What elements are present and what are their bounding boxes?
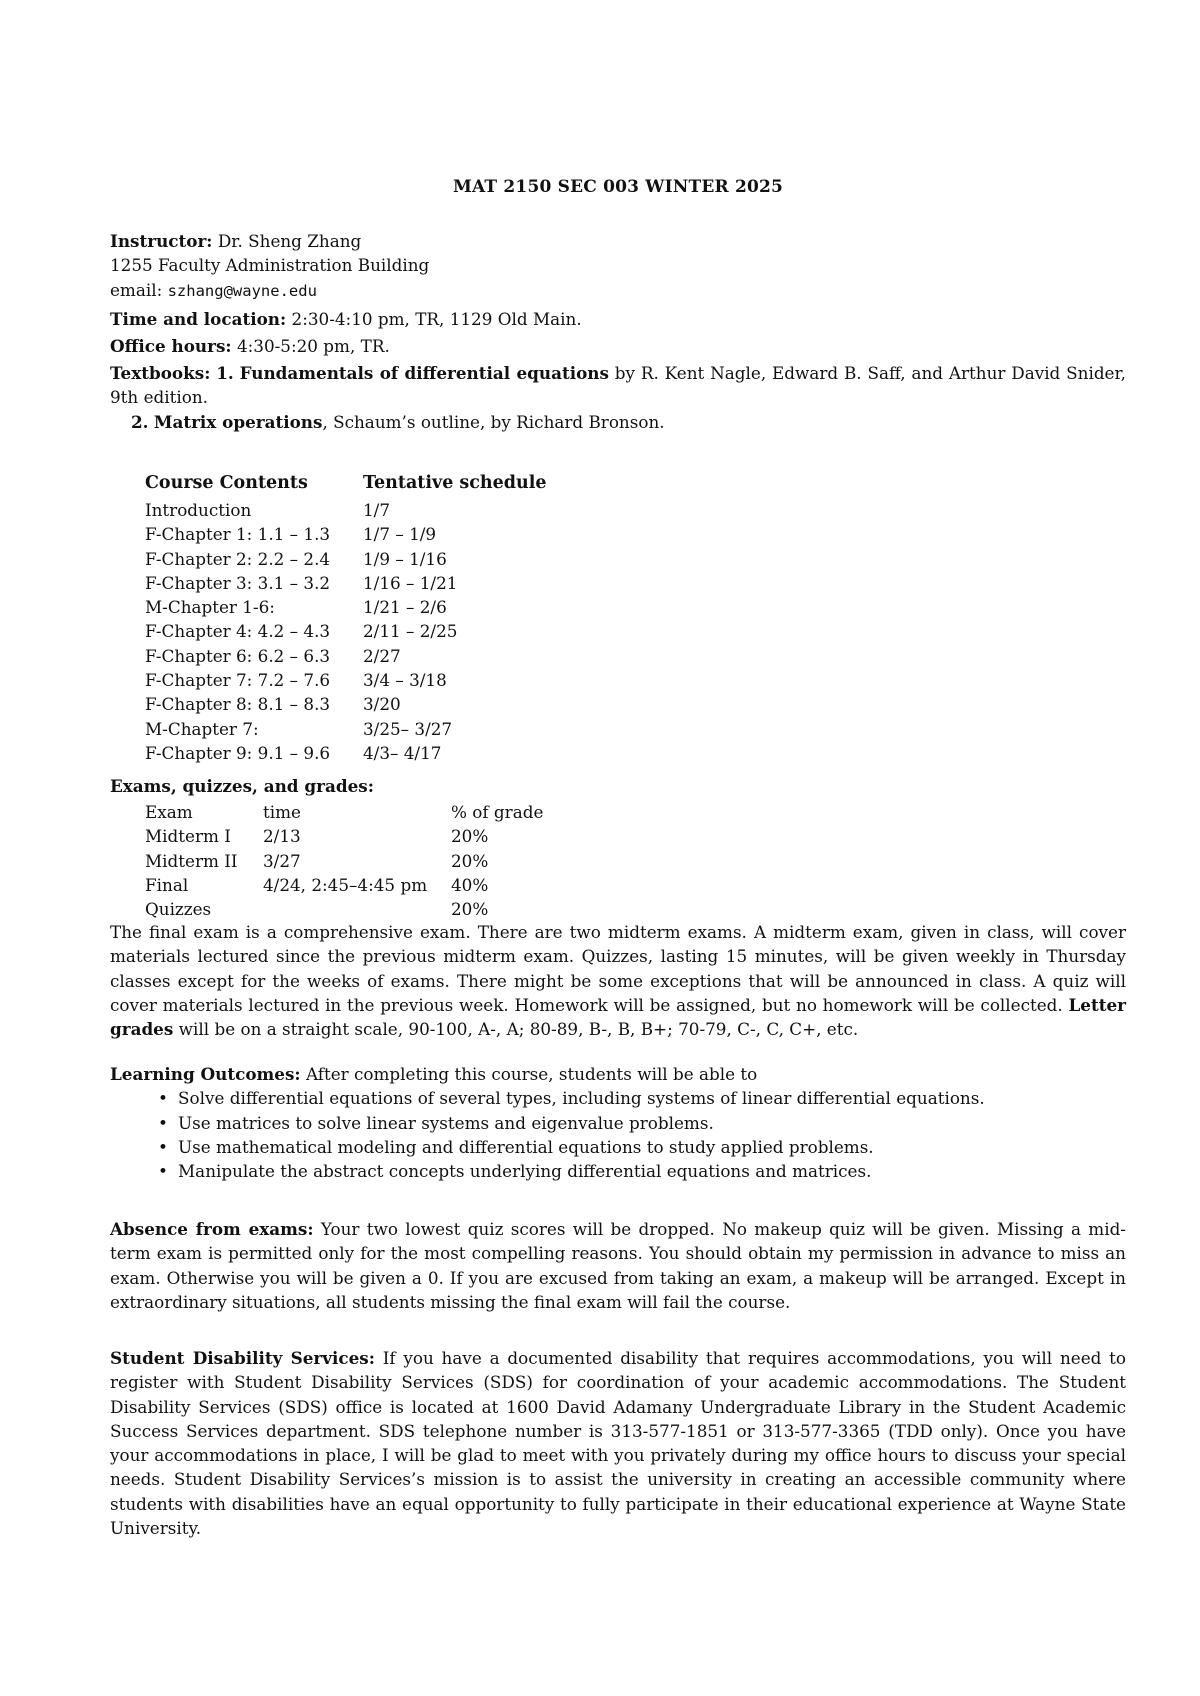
exam-time-cell: 2/13 (263, 826, 301, 847)
exam-grade-cell: 40% (451, 874, 489, 895)
textbook-1-details: by R. Kent Nagle, Edward B. Saff, and Arthur David Snider, 9th edition. (110, 363, 1127, 408)
bullet-icon: • (158, 1161, 168, 1182)
disability-text: If you have a documented disability that requires accommodations, you will need to register with Student Disability Services (SDS) for coordination of your academic accommodations. The Student Disability Services (SDS) office is located at 1600 David Adamany Undergraduate Library in the Student Academic Success Services department. SDS telephone number is 313-577-1851 or 313-577-3365 (TDD only). Once you have your accommodations in place, I will be glad to meet with you privately during my office hours to discuss your special needs. Student Disability Services’s mission is to assist the university in creating an accessible community where students with disabilities have an equal opportunity to fully participate in their educational experience at Wayne State University. (110, 1348, 1126, 1539)
learning-outcome-text: Use mathematical modeling and differential equations to study applied problems. (178, 1136, 874, 1157)
exam-policy-text: The final exam is a comprehensive exam. There are two midterm exams. A midterm exam, given in class, will cover materials lectured since the previous midterm exam. Quizzes, lasting 15 minutes, will be given weekly in Thursday classes except for the weeks of exams. There might be some exceptions that will be announced in class. A quiz will cover materials lectured in the previous week. Homework will be assigned, but no homework will be collected. (110, 922, 1126, 1015)
schedule-row (145, 522, 547, 546)
schedule-date-cell: 4/3– 4/17 (363, 742, 442, 763)
time-location-value: 2:30-4:10 pm, TR, 1129 Old Main. (291, 309, 582, 329)
exam-time-cell: 3/27 (263, 850, 301, 871)
exams-header-row (145, 800, 543, 824)
schedule-row (145, 644, 547, 668)
textbook-1 (110, 361, 1126, 410)
schedule-date-cell: 1/9 – 1/16 (363, 548, 447, 569)
schedule-row (145, 619, 547, 643)
learning-outcome-item (158, 1159, 1126, 1183)
exams-heading: Exams, quizzes, and grades: (110, 776, 374, 796)
exams-header-grade: % of grade (451, 802, 544, 822)
email-link[interactable]: szhang@wayne.edu (167, 281, 317, 300)
schedule-contents-cell: F-Chapter 4: 4.2 – 4.3 (145, 621, 331, 642)
textbook-1-number: 1. (216, 363, 234, 383)
textbook-2-number: 2. (131, 411, 149, 432)
absence-text: Your two lowest quiz scores will be dropped. No makeup quiz will be given. Missing a mid-term exam is permitted only for the most compelling reasons. You should obtain my permission in advance to miss an exam. Otherwise you will be given a 0. If you are excused from taking an exam, a makeup will be arranged. Except in extraordinary situations, all students missing the final exam will fail the course. (110, 1219, 1126, 1312)
schedule-row (145, 571, 547, 595)
schedule-header-contents: Course Contents (145, 473, 308, 493)
schedule-contents-cell: F-Chapter 9: 9.1 – 9.6 (145, 742, 331, 763)
textbook-2 (110, 410, 1126, 434)
schedule-contents-cell: F-Chapter 1: 1.1 – 1.3 (145, 524, 331, 545)
learning-outcome-item (158, 1135, 1126, 1159)
schedule-date-cell: 1/7 – 1/9 (363, 524, 437, 545)
email-label: email: (110, 279, 163, 300)
office-hours (110, 334, 1126, 358)
schedule-date-cell: 3/20 (363, 694, 401, 715)
textbook-1-title: Fundamentals of differential equations (239, 363, 609, 383)
exams-row (145, 897, 543, 921)
exam-name-cell: Quizzes (145, 899, 212, 920)
disability-paragraph (110, 1346, 1126, 1540)
time-location-label: Time and location: (110, 309, 287, 329)
office-hours-value: 4:30-5:20 pm, TR. (236, 336, 390, 356)
schedule-date-cell: 2/27 (363, 645, 401, 666)
schedule-row (145, 595, 547, 619)
bullet-icon: • (158, 1136, 168, 1157)
exams-row (145, 849, 543, 873)
schedule-row (145, 717, 547, 741)
schedule-contents-cell: F-Chapter 2: 2.2 – 2.4 (145, 548, 331, 569)
exams-header-time: time (263, 802, 301, 822)
exams-body (145, 824, 543, 921)
schedule-row (145, 547, 547, 571)
learning-outcome-item (158, 1086, 1126, 1110)
instructor-line (110, 229, 1126, 253)
absence-section (110, 1217, 1126, 1314)
exam-name-cell: Midterm I (145, 826, 231, 847)
schedule-date-cell: 3/4 – 3/18 (363, 670, 447, 691)
instructor-block (110, 229, 1126, 303)
instructor-label: Instructor: (110, 231, 213, 251)
schedule-date-cell: 2/11 – 2/25 (363, 621, 458, 642)
absence-paragraph (110, 1217, 1126, 1314)
learning-outcomes-list (110, 1086, 1126, 1183)
textbooks (110, 361, 1126, 434)
instructor-email-line (110, 278, 1126, 303)
schedule-contents-cell: M-Chapter 1-6: (145, 597, 275, 618)
textbooks-label: Textbooks: (110, 363, 211, 383)
exam-grade-cell: 20% (451, 826, 489, 847)
exam-grade-cell: 20% (451, 899, 489, 920)
schedule-header-dates: Tentative schedule (363, 473, 547, 493)
schedule-contents-cell: F-Chapter 3: 3.1 – 3.2 (145, 572, 331, 593)
exams-header-exam: Exam (145, 802, 193, 822)
learning-outcomes-intro (110, 1062, 1126, 1086)
learning-outcomes-text: After completing this course, students will be able to (305, 1064, 758, 1084)
schedule-row (145, 741, 547, 765)
exam-time-cell: 4/24, 2:45–4:45 pm (263, 874, 428, 895)
schedule-table (145, 471, 547, 765)
time-location (110, 307, 1126, 331)
letter-grades-label: Letter grades (110, 994, 1126, 1040)
learning-outcomes-label: Learning Outcomes: (110, 1064, 301, 1084)
textbook-2-title: Matrix operations (153, 411, 323, 432)
exams-row (145, 873, 543, 897)
schedule-date-cell: 1/16 – 1/21 (363, 572, 458, 593)
letter-grades-text: will be on a straight scale, 90-100, A-, A; 80-89, B-, B, B+; 70-79, C-, C, C+, etc. (178, 1019, 859, 1040)
schedule-contents-cell: F-Chapter 7: 7.2 – 7.6 (145, 670, 331, 691)
exams-row (145, 824, 543, 848)
disability-label: Student Disability Services: (110, 1348, 375, 1368)
schedule-contents-cell: Introduction (145, 500, 252, 520)
schedule-date-cell: 1/7 (363, 500, 391, 520)
schedule-contents-cell: F-Chapter 8: 8.1 – 8.3 (145, 694, 331, 715)
absence-label: Absence from exams: (110, 1219, 314, 1239)
grading-policy (110, 920, 1126, 1041)
textbook-2-details: , Schaum’s outline, by Richard Bronson. (322, 411, 665, 432)
bullet-icon: • (158, 1088, 168, 1109)
schedule-row (145, 498, 547, 522)
schedule-body (145, 498, 547, 765)
exams-table (145, 800, 543, 921)
learning-outcome-text: Manipulate the abstract concepts underlying differential equations and matrices. (178, 1161, 872, 1182)
exam-time-cell (263, 897, 451, 921)
bullet-icon: • (158, 1112, 168, 1133)
schedule-contents-cell: F-Chapter 6: 6.2 – 6.3 (145, 645, 331, 666)
grading-policy-text (110, 920, 1126, 1041)
instructor-name: Dr. Sheng Zhang (217, 231, 362, 251)
exam-name-cell: Midterm II (145, 850, 238, 871)
learning-outcome-item (158, 1111, 1126, 1135)
learning-outcome-text: Solve differential equations of several types, including systems of linear differential equations. (178, 1088, 985, 1109)
page-title: MAT 2150 SEC 003 WINTER 2025 (452, 177, 784, 197)
schedule-date-cell: 1/21 – 2/6 (363, 597, 447, 618)
schedule-date-cell: 3/25– 3/27 (363, 718, 453, 739)
exam-name-cell: Final (145, 874, 189, 895)
instructor-office: 1255 Faculty Administration Building (110, 255, 430, 276)
schedule-row (145, 692, 547, 716)
schedule-header-row (145, 471, 547, 498)
learning-outcome-text: Use matrices to solve linear systems and eigenvalue problems. (178, 1112, 714, 1133)
schedule-contents-cell: M-Chapter 7: (145, 718, 259, 739)
schedule-row (145, 668, 547, 692)
office-hours-label: Office hours: (110, 336, 232, 356)
learning-outcomes (110, 1062, 1126, 1183)
exam-grade-cell: 20% (451, 850, 489, 871)
disability-section (110, 1346, 1126, 1540)
